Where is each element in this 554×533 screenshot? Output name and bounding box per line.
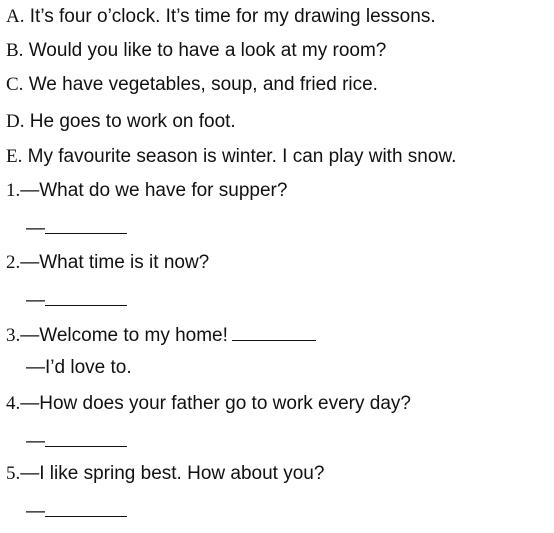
option-d-text: He goes to work on foot.	[29, 111, 236, 132]
question-5-answer-blank[interactable]	[45, 498, 127, 517]
question-5-prompt: I like spring best. How about you?	[39, 463, 325, 484]
question-4-prompt: How does your father go to work every day?	[39, 393, 411, 414]
option-b	[6, 40, 386, 62]
question-2-answer	[26, 287, 127, 312]
question-1-answer-blank[interactable]	[45, 215, 127, 234]
question-3	[6, 322, 316, 347]
question-4-dash: —	[20, 393, 40, 414]
question-1-number: 1.	[6, 180, 21, 201]
option-b-label: B.	[6, 40, 24, 61]
option-d-label: D.	[6, 111, 25, 132]
option-a-label: A.	[6, 6, 25, 27]
question-4-answer-blank[interactable]	[45, 428, 127, 447]
question-3-prompt: Welcome to my home!	[39, 325, 228, 346]
question-4-answer	[26, 428, 127, 453]
question-5	[6, 463, 324, 485]
question-2-number: 2.	[6, 252, 21, 273]
question-3-reply-text: —I’d love to.	[26, 357, 132, 378]
question-2-prompt: What time is it now?	[39, 252, 210, 273]
option-e	[6, 146, 456, 168]
question-1-answer-dash: —	[26, 218, 45, 239]
question-4-number: 4.	[6, 393, 21, 414]
option-a-text: It’s four o’clock. It’s time for my drawing lessons.	[29, 6, 436, 27]
question-4	[6, 393, 411, 415]
question-2-answer-blank[interactable]	[45, 287, 127, 306]
option-d	[6, 111, 236, 133]
question-3-answer-blank[interactable]	[232, 322, 316, 341]
question-5-number: 5.	[6, 463, 21, 484]
question-2-dash: —	[20, 252, 40, 273]
question-1	[6, 180, 287, 202]
question-3-number: 3.	[6, 325, 21, 346]
option-a	[6, 6, 436, 28]
question-1-dash: —	[20, 180, 40, 201]
question-1-answer	[26, 215, 127, 240]
question-3-reply	[26, 357, 132, 379]
option-c-label: C.	[6, 74, 24, 95]
question-5-answer-dash: —	[26, 501, 45, 522]
option-c-text: We have vegetables, soup, and fried rice.	[28, 74, 378, 95]
option-c	[6, 74, 378, 96]
question-4-answer-dash: —	[26, 431, 45, 452]
question-5-dash: —	[20, 463, 40, 484]
question-2-answer-dash: —	[26, 290, 45, 311]
option-b-text: Would you like to have a look at my room?	[28, 40, 387, 61]
question-5-answer	[26, 498, 127, 523]
question-2	[6, 252, 209, 274]
option-e-text: My favourite season is winter. I can play with snow.	[27, 146, 457, 167]
question-3-dash: —	[20, 325, 40, 346]
option-e-label: E.	[6, 146, 23, 167]
question-1-prompt: What do we have for supper?	[39, 180, 288, 201]
